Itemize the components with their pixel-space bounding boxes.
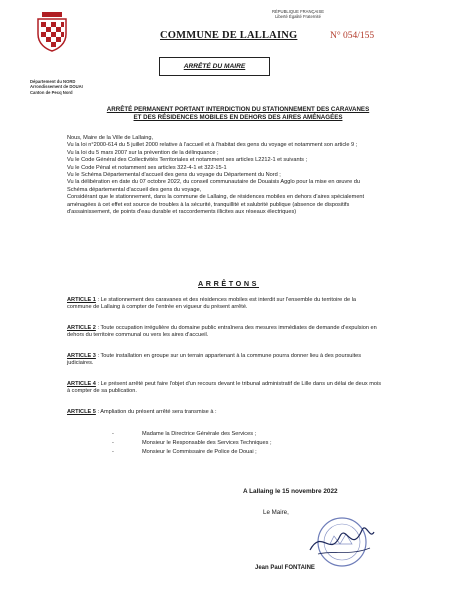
preamble-line: Vu le Code Général des Collectivités Territoriales et notamment ses articles L2212-1 et suivants ; — [67, 157, 308, 164]
list-item: - Monsieur le Responsable des Services Techniques ; — [112, 439, 272, 448]
article-text: : Le présent arrêté peut faire l'objet d'un recours devant le tribunal administratif de Lille dans un délai de deux mois à compter de sa publication. — [67, 381, 382, 395]
article-label: ARTICLE 4 — [67, 381, 96, 387]
preamble-line: Vu la délibération en date du 07 octobre 2022, du conseil communautaire de Douaisis Agglo pour la mise en œuvre du Schéma départemental d'accueil des gens du voyage, — [67, 179, 361, 193]
republic-line: RÉPUBLIQUE FRANÇAISE — [271, 9, 325, 14]
republic-header — [248, 9, 348, 19]
preamble-line: Vu le Schéma Départemental d'accueil des gens du voyage du Département du Nord ; — [67, 172, 281, 179]
list-item: - Monsieur le Commissaire de Police de Douai ; — [112, 448, 272, 457]
crest-logo — [36, 12, 68, 52]
article-2 — [67, 325, 381, 339]
title-line: ET DES RÉSIDENCES MOBILES EN DEHORS DES AIRES AMÉNAGÉES — [133, 114, 343, 121]
article-text: : Toute installation en groupe sur un terrain appartenant à la commune pourra donner lieu à des poursuites judiciaires. — [67, 353, 362, 367]
commune-title: COMMUNE DE LALLAING — [160, 30, 298, 41]
article-1 — [67, 297, 381, 311]
signer-name: Jean Paul FONTAINE — [255, 565, 315, 571]
arretons-heading: ARRÊTONS — [198, 279, 260, 288]
preamble-line: Considérant que le stationnement, dans la commune de Lallaing, de résidences mobiles en dehors d'aires spécialement aménagées à cet effet est source de troubles à la sécurité, tranquillité et salubrité publique (absence de dispositifs d'assainissement, de points d'eau durable et raccordements illicites aux réseaux électriques) — [67, 194, 365, 216]
article-text: : Le stationnement des caravanes et des résidences mobiles est interdit sur l'ensemble du territoire de la commune de Lallaing à compter de l'entrée en vigueur du présent arrêté. — [67, 297, 356, 311]
department-line: Département du NORD — [30, 79, 76, 84]
department-block — [30, 79, 83, 95]
article-text: : Toute occupation irrégulière du domaine public entraînera des mesures immédiates de demande d'expulsion en dehors du territoire communal ou vers les aires d'accueil. — [67, 325, 377, 339]
arrete-title — [100, 106, 376, 122]
republic-motto: Liberté Égalité Fraternité — [275, 14, 321, 20]
preamble-line: Vu la loi du 5 mars 2007 sur la prévention de la délinquance ; — [67, 149, 219, 156]
article-text: : Ampliation du présent arrêté sera transmise à : — [95, 409, 217, 415]
article-4 — [67, 381, 381, 395]
list-item: - Madame la Directrice Générale des Services ; — [112, 430, 272, 439]
preamble-line: Vu le Code Pénal et notamment ses articles 322-4-1 et 322-15-1 — [67, 164, 227, 171]
preamble — [67, 135, 377, 216]
mayor-signature-stamp — [300, 510, 380, 570]
preamble-line: Vu la loi n°2000-614 du 5 juillet 2000 relative à l'accueil et à l'habitat des gens du voyage et notamment son article 9 ; — [67, 142, 358, 149]
article-3 — [67, 353, 381, 367]
article-label: ARTICLE 3 — [67, 353, 96, 359]
article-label: ARTICLE 1 — [67, 297, 96, 303]
canton-line: Canton de Pecq Nord — [30, 89, 73, 95]
preamble-line: Nous, Maire de la Ville de Lallaing, — [67, 135, 154, 141]
article-5 — [67, 409, 381, 416]
place-date: A Lallaing le 15 novembre 2022 — [243, 488, 338, 495]
signer-role: Le Maire, — [263, 509, 289, 516]
document-type-box — [159, 57, 270, 76]
arrete-number: N° 054/155 — [330, 31, 375, 41]
arrondissement-line: Arrondissement de DOUAI — [30, 84, 83, 90]
document-type: ARRÊTÉ DU MAIRE — [183, 63, 246, 70]
article-label: ARTICLE 5 — [67, 409, 96, 415]
article-label: ARTICLE 2 — [67, 325, 96, 331]
distribution-list — [112, 430, 272, 457]
title-line: ARRÊTÉ PERMANENT PORTANT INTERDICTION DU STATIONNEMENT DES CARAVANES — [106, 106, 370, 113]
